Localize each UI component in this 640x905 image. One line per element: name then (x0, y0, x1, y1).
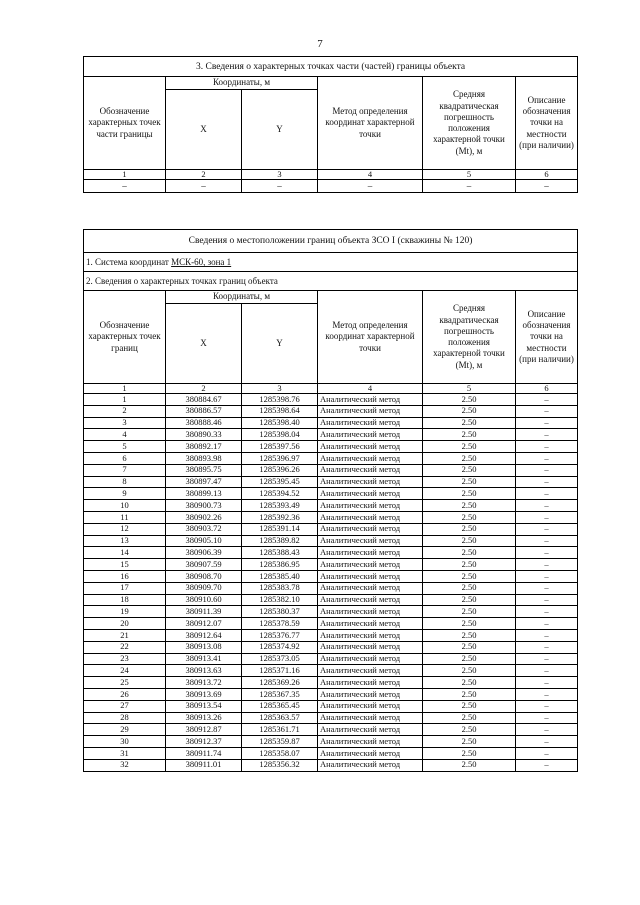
method-cell: Аналитический метод (318, 429, 423, 441)
y-coordinate-cell: 1285378.59 (242, 618, 318, 630)
accuracy-cell: 2.50 (423, 452, 516, 464)
description-cell: – (516, 523, 578, 535)
description-cell: – (516, 677, 578, 689)
table-row (84, 464, 578, 476)
point-number-cell: 4 (84, 429, 166, 441)
description-cell: – (516, 511, 578, 523)
point-number-cell: 14 (84, 547, 166, 559)
description-cell: – (516, 688, 578, 700)
table-row (84, 559, 578, 571)
accuracy-cell: 2.50 (423, 488, 516, 500)
table-row (84, 570, 578, 582)
y-coordinate-cell: 1285394.52 (242, 488, 318, 500)
x-coordinate-cell: 380911.74 (166, 747, 242, 759)
table-row (84, 417, 578, 429)
accuracy-cell: 2.50 (423, 688, 516, 700)
accuracy-cell: 2.50 (423, 405, 516, 417)
table-row (84, 665, 578, 677)
description-cell: – (516, 724, 578, 736)
description-cell: – (516, 747, 578, 759)
point-number-cell: 31 (84, 747, 166, 759)
x-coordinate-cell: 380912.37 (166, 736, 242, 748)
y-coordinate-cell: 1285363.57 (242, 712, 318, 724)
table-row (84, 511, 578, 523)
description-cell: – (516, 547, 578, 559)
description-cell: – (516, 712, 578, 724)
point-number-cell: 6 (84, 452, 166, 464)
y-header: Y (242, 304, 318, 384)
y-coordinate-cell: 1285392.36 (242, 511, 318, 523)
accuracy-cell: 2.50 (423, 665, 516, 677)
table-row (84, 476, 578, 488)
accuracy-cell: 2.50 (423, 417, 516, 429)
accuracy-cell: 2.50 (423, 653, 516, 665)
y-coordinate-cell: 1285398.04 (242, 429, 318, 441)
empty-data-row: – – – – – – (84, 180, 578, 193)
method-cell: Аналитический метод (318, 405, 423, 417)
x-header: X (166, 90, 242, 170)
accuracy-cell: 2.50 (423, 394, 516, 406)
x-coordinate-cell: 380912.87 (166, 724, 242, 736)
y-coordinate-cell: 1285369.26 (242, 677, 318, 689)
x-header: X (166, 304, 242, 384)
x-coordinate-cell: 380893.98 (166, 452, 242, 464)
coord-system-value: МСК-60, зона 1 (171, 257, 232, 267)
accuracy-cell: 2.50 (423, 712, 516, 724)
point-number-cell: 13 (84, 535, 166, 547)
description-header: Описание обозначения точки на местности (при наличии) (516, 77, 578, 170)
part-boundary-points-table (83, 56, 578, 193)
description-cell: – (516, 559, 578, 571)
y-coordinate-cell: 1285365.45 (242, 700, 318, 712)
description-cell: – (516, 570, 578, 582)
x-coordinate-cell: 380909.70 (166, 582, 242, 594)
description-cell: – (516, 500, 578, 512)
x-coordinate-cell: 380913.26 (166, 712, 242, 724)
coordinates-header: Координаты, м (166, 291, 318, 304)
point-number-cell: 25 (84, 677, 166, 689)
x-coordinate-cell: 380884.67 (166, 394, 242, 406)
point-number-cell: 28 (84, 712, 166, 724)
x-coordinate-cell: 380886.57 (166, 405, 242, 417)
description-cell: – (516, 535, 578, 547)
point-number-cell: 3 (84, 417, 166, 429)
description-cell: – (516, 417, 578, 429)
description-cell: – (516, 476, 578, 488)
boundary-points-table (83, 229, 578, 772)
accuracy-cell: 2.50 (423, 535, 516, 547)
coordinate-system-row (84, 253, 578, 272)
method-cell: Аналитический метод (318, 688, 423, 700)
point-number-cell: 2 (84, 405, 166, 417)
description-cell: – (516, 452, 578, 464)
y-coordinate-cell: 1285385.40 (242, 570, 318, 582)
method-cell: Аналитический метод (318, 547, 423, 559)
point-number-cell: 15 (84, 559, 166, 571)
table-row (84, 488, 578, 500)
method-cell: Аналитический метод (318, 441, 423, 453)
table-row (84, 582, 578, 594)
y-coordinate-cell: 1285389.82 (242, 535, 318, 547)
method-cell: Аналитический метод (318, 570, 423, 582)
x-coordinate-cell: 380911.01 (166, 759, 242, 771)
method-cell: Аналитический метод (318, 594, 423, 606)
description-cell: – (516, 429, 578, 441)
description-cell: – (516, 405, 578, 417)
description-cell: – (516, 629, 578, 641)
x-coordinate-cell: 380913.08 (166, 641, 242, 653)
description-cell: – (516, 464, 578, 476)
table-row (84, 394, 578, 406)
accuracy-cell: 2.50 (423, 476, 516, 488)
x-coordinate-cell: 380910.60 (166, 594, 242, 606)
x-coordinate-cell: 380908.70 (166, 570, 242, 582)
method-cell: Аналитический метод (318, 606, 423, 618)
table-row (84, 618, 578, 630)
method-cell: Аналитический метод (318, 511, 423, 523)
point-number-cell: 20 (84, 618, 166, 630)
table-row (84, 759, 578, 771)
point-number-cell: 29 (84, 724, 166, 736)
method-cell: Аналитический метод (318, 394, 423, 406)
accuracy-cell: 2.50 (423, 700, 516, 712)
method-cell: Аналитический метод (318, 629, 423, 641)
y-coordinate-cell: 1285396.97 (242, 452, 318, 464)
point-number-cell: 1 (84, 394, 166, 406)
point-number-cell: 7 (84, 464, 166, 476)
x-coordinate-cell: 380905.10 (166, 535, 242, 547)
point-number-cell: 18 (84, 594, 166, 606)
method-cell: Аналитический метод (318, 500, 423, 512)
y-coordinate-cell: 1285373.05 (242, 653, 318, 665)
table-row (84, 724, 578, 736)
accuracy-cell: 2.50 (423, 523, 516, 535)
method-cell: Аналитический метод (318, 417, 423, 429)
point-number-cell: 12 (84, 523, 166, 535)
accuracy-cell: 2.50 (423, 629, 516, 641)
x-coordinate-cell: 380906.39 (166, 547, 242, 559)
coordinates-header: Координаты, м (166, 77, 318, 90)
point-number-cell: 23 (84, 653, 166, 665)
x-coordinate-cell: 380911.39 (166, 606, 242, 618)
points-table-body (84, 394, 578, 772)
column-numbers-row: 1 2 3 4 5 6 (84, 170, 578, 180)
accuracy-cell: 2.50 (423, 559, 516, 571)
page-number: 7 (317, 38, 323, 50)
description-cell: – (516, 759, 578, 771)
accuracy-cell: 2.50 (423, 441, 516, 453)
description-cell: – (516, 488, 578, 500)
y-coordinate-cell: 1285382.10 (242, 594, 318, 606)
method-cell: Аналитический метод (318, 677, 423, 689)
accuracy-header: Средняя квадратическая погрешность положения характерной точки (Mt), м (423, 291, 516, 384)
description-cell: – (516, 618, 578, 630)
y-coordinate-cell: 1285388.43 (242, 547, 318, 559)
y-coordinate-cell: 1285398.64 (242, 405, 318, 417)
y-coordinate-cell: 1285380.37 (242, 606, 318, 618)
designation-header: Обозначение характерных точек части границы (84, 77, 166, 170)
accuracy-cell: 2.50 (423, 606, 516, 618)
y-coordinate-cell: 1285361.71 (242, 724, 318, 736)
x-coordinate-cell: 380913.54 (166, 700, 242, 712)
x-coordinate-cell: 380913.41 (166, 653, 242, 665)
table-row (84, 641, 578, 653)
y-coordinate-cell: 1285393.49 (242, 500, 318, 512)
method-cell: Аналитический метод (318, 736, 423, 748)
method-cell: Аналитический метод (318, 464, 423, 476)
table-row (84, 606, 578, 618)
table-row (84, 629, 578, 641)
x-coordinate-cell: 380888.46 (166, 417, 242, 429)
x-coordinate-cell: 380890.33 (166, 429, 242, 441)
table-row (84, 535, 578, 547)
description-cell: – (516, 594, 578, 606)
points-section-title: 2. Сведения о характерных точках границ объекта (84, 272, 578, 291)
y-coordinate-cell: 1285386.95 (242, 559, 318, 571)
description-cell: – (516, 641, 578, 653)
description-header: Описание обозначения точки на местности (при наличии) (516, 291, 578, 384)
table-row (84, 452, 578, 464)
table-row (84, 405, 578, 417)
method-cell: Аналитический метод (318, 759, 423, 771)
description-cell: – (516, 736, 578, 748)
accuracy-cell: 2.50 (423, 747, 516, 759)
table-row (84, 547, 578, 559)
description-cell: – (516, 582, 578, 594)
accuracy-header: Средняя квадратическая погрешность положения характерной точки (Mt), м (423, 77, 516, 170)
accuracy-cell: 2.50 (423, 677, 516, 689)
y-coordinate-cell: 1285356.32 (242, 759, 318, 771)
y-coordinate-cell: 1285374.92 (242, 641, 318, 653)
section1-title: 3. Сведения о характерных точках части (частей) границы объекта (84, 57, 578, 77)
table-row (84, 736, 578, 748)
accuracy-cell: 2.50 (423, 464, 516, 476)
x-coordinate-cell: 380895.75 (166, 464, 242, 476)
x-coordinate-cell: 380912.07 (166, 618, 242, 630)
method-header: Метод определения координат характерной точки (318, 77, 423, 170)
method-cell: Аналитический метод (318, 488, 423, 500)
x-coordinate-cell: 380902.26 (166, 511, 242, 523)
accuracy-cell: 2.50 (423, 759, 516, 771)
method-cell: Аналитический метод (318, 618, 423, 630)
description-cell: – (516, 394, 578, 406)
point-number-cell: 24 (84, 665, 166, 677)
point-number-cell: 5 (84, 441, 166, 453)
y-coordinate-cell: 1285367.35 (242, 688, 318, 700)
table-row (84, 594, 578, 606)
method-cell: Аналитический метод (318, 724, 423, 736)
table-row (84, 712, 578, 724)
y-coordinate-cell: 1285398.76 (242, 394, 318, 406)
point-number-cell: 30 (84, 736, 166, 748)
method-cell: Аналитический метод (318, 452, 423, 464)
x-coordinate-cell: 380907.59 (166, 559, 242, 571)
x-coordinate-cell: 380892.17 (166, 441, 242, 453)
accuracy-cell: 2.50 (423, 570, 516, 582)
description-cell: – (516, 665, 578, 677)
point-number-cell: 9 (84, 488, 166, 500)
method-cell: Аналитический метод (318, 653, 423, 665)
accuracy-cell: 2.50 (423, 582, 516, 594)
column-numbers-row: 1 2 3 4 5 6 (84, 384, 578, 394)
accuracy-cell: 2.50 (423, 736, 516, 748)
table-row (84, 747, 578, 759)
method-cell: Аналитический метод (318, 665, 423, 677)
description-cell: – (516, 700, 578, 712)
x-coordinate-cell: 380913.69 (166, 688, 242, 700)
accuracy-cell: 2.50 (423, 511, 516, 523)
point-number-cell: 27 (84, 700, 166, 712)
y-coordinate-cell: 1285376.77 (242, 629, 318, 641)
method-cell: Аналитический метод (318, 712, 423, 724)
y-coordinate-cell: 1285395.45 (242, 476, 318, 488)
designation-header: Обозначение характерных точек границ (84, 291, 166, 384)
y-header: Y (242, 90, 318, 170)
table-row (84, 677, 578, 689)
point-number-cell: 8 (84, 476, 166, 488)
point-number-cell: 21 (84, 629, 166, 641)
method-cell: Аналитический метод (318, 535, 423, 547)
point-number-cell: 10 (84, 500, 166, 512)
point-number-cell: 32 (84, 759, 166, 771)
accuracy-cell: 2.50 (423, 594, 516, 606)
y-coordinate-cell: 1285383.78 (242, 582, 318, 594)
method-cell: Аналитический метод (318, 476, 423, 488)
method-cell: Аналитический метод (318, 582, 423, 594)
y-coordinate-cell: 1285371.16 (242, 665, 318, 677)
method-cell: Аналитический метод (318, 559, 423, 571)
y-coordinate-cell: 1285359.87 (242, 736, 318, 748)
point-number-cell: 19 (84, 606, 166, 618)
method-cell: Аналитический метод (318, 700, 423, 712)
x-coordinate-cell: 380900.73 (166, 500, 242, 512)
accuracy-cell: 2.50 (423, 429, 516, 441)
method-cell: Аналитический метод (318, 641, 423, 653)
table-row (84, 523, 578, 535)
x-coordinate-cell: 380913.72 (166, 677, 242, 689)
point-number-cell: 22 (84, 641, 166, 653)
accuracy-cell: 2.50 (423, 641, 516, 653)
method-header: Метод определения координат характерной точки (318, 291, 423, 384)
table-row (84, 688, 578, 700)
table-row (84, 700, 578, 712)
point-number-cell: 17 (84, 582, 166, 594)
table-row (84, 500, 578, 512)
table-row (84, 441, 578, 453)
accuracy-cell: 2.50 (423, 500, 516, 512)
y-coordinate-cell: 1285398.40 (242, 417, 318, 429)
point-number-cell: 26 (84, 688, 166, 700)
accuracy-cell: 2.50 (423, 618, 516, 630)
accuracy-cell: 2.50 (423, 547, 516, 559)
x-coordinate-cell: 380903.72 (166, 523, 242, 535)
description-cell: – (516, 653, 578, 665)
y-coordinate-cell: 1285397.56 (242, 441, 318, 453)
accuracy-cell: 2.50 (423, 724, 516, 736)
x-coordinate-cell: 380897.47 (166, 476, 242, 488)
description-cell: – (516, 441, 578, 453)
coord-system-label: 1. Система координат (86, 257, 169, 267)
x-coordinate-cell: 380899.13 (166, 488, 242, 500)
y-coordinate-cell: 1285391.14 (242, 523, 318, 535)
x-coordinate-cell: 380913.63 (166, 665, 242, 677)
point-number-cell: 11 (84, 511, 166, 523)
table-row (84, 653, 578, 665)
method-cell: Аналитический метод (318, 523, 423, 535)
y-coordinate-cell: 1285358.07 (242, 747, 318, 759)
method-cell: Аналитический метод (318, 747, 423, 759)
description-cell: – (516, 606, 578, 618)
x-coordinate-cell: 380912.64 (166, 629, 242, 641)
y-coordinate-cell: 1285396.26 (242, 464, 318, 476)
point-number-cell: 16 (84, 570, 166, 582)
table-row (84, 429, 578, 441)
section2-title: Сведения о местоположении границ объекта ЗСО I (скважины № 120) (84, 230, 578, 253)
